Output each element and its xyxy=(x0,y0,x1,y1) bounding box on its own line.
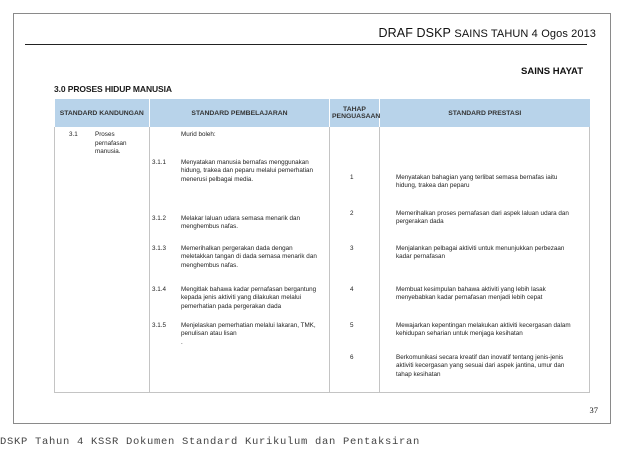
penguasaan-level: 2 xyxy=(350,210,354,217)
penguasaan-level: 3 xyxy=(350,245,354,252)
prestasi-text-line: Membuat kesimpulan bahawa aktiviti yang lebih lasak xyxy=(396,286,546,293)
prestasi-text-line: hidung, trakea dan peparu xyxy=(396,182,470,190)
footer-text: DSKP Tahun 4 KSSR Dokumen Standard Kurikulum dan Pentaksiran xyxy=(0,436,421,448)
pembelajaran-code: 3.1.3 xyxy=(152,245,167,252)
kandungan-title-1: Proses xyxy=(95,131,115,138)
prestasi-text-line: menyebabkan kadar pernafasan menjadi lebih cepat xyxy=(396,294,543,302)
pembelajaran-text-line: Melakar laluan udara semasa menarik dan xyxy=(181,215,301,222)
prestasi-text-line: Memerihalkan proses pernafasan dari aspek laluan udara dan xyxy=(396,210,569,217)
prestasi-cell xyxy=(380,127,590,393)
prestasi-text-line: kadar pernafasan xyxy=(396,253,446,261)
penguasaan-level: 6 xyxy=(350,354,354,361)
pembelajaran-text-line: menghembus nafas. xyxy=(181,261,239,269)
kandungan-title-2: pernafasan xyxy=(95,139,127,147)
header-kandungan: STANDARD KANDUNGAN xyxy=(55,99,150,127)
pembelajaran-text-line: hidung, trakea dan peparu melalui pemerhatian xyxy=(181,167,313,175)
pembelajaran-text-line: meletakkan tangan di dada semasa menarik dan xyxy=(181,253,317,261)
draft-header xyxy=(379,26,596,40)
prestasi-text-line: Menyatakan bahagian yang terlibat semasa bernafas iaitu xyxy=(396,174,558,181)
header-penguasaan: TAHAP PENGUASAAN xyxy=(330,99,380,127)
prestasi-text-line: Berkomunikasi secara kreatif dan inovatif tentang jenis-jenis xyxy=(396,354,564,361)
prestasi-text-line: pergerakan dada xyxy=(396,218,444,226)
pembelajaran-text-line: Menyatakan manusia bernafas menggunakan xyxy=(181,159,309,166)
kandungan-cell xyxy=(55,127,150,393)
kandungan-number: 3.1 xyxy=(69,131,78,138)
page-number: 37 xyxy=(589,405,598,415)
pembelajaran-text-line: Memerihalkan pergerakan dada dengan xyxy=(181,245,293,252)
header-pembelajaran: STANDARD PEMBELAJARAN xyxy=(150,99,330,127)
prestasi-text-line: Mewajarkan kepentingan melakukan aktiviti kecergasan dalam xyxy=(396,322,571,329)
penguasaan-level: 4 xyxy=(350,286,354,293)
section-title: 3.0 PROSES HIDUP MANUSIA xyxy=(54,84,172,94)
draft-middle: SAINS TAHUN 4 xyxy=(454,28,538,40)
pembelajaran-cell xyxy=(150,127,330,393)
header-rule xyxy=(25,44,587,45)
pembelajaran-text-line: menghembus nafas. xyxy=(181,223,239,231)
pembelajaran-text-line: . xyxy=(181,338,183,346)
kandungan-title-3: manusia. xyxy=(95,148,121,155)
pembelajaran-code: 3.1.4 xyxy=(152,286,167,293)
pembelajaran-text-line: kepada jenis aktiviti yang dilakukan melalui xyxy=(181,294,302,302)
standards-table xyxy=(54,99,590,393)
draft-prefix: DRAF DSKP xyxy=(378,26,451,40)
penguasaan-level: 1 xyxy=(350,174,354,181)
subject-label: SAINS HAYAT xyxy=(521,66,583,77)
draft-date: Ogos 2013 xyxy=(541,28,596,40)
pembelajaran-code: 3.1.5 xyxy=(152,322,167,329)
pembelajaran-text-line: menerusi pelbagai media. xyxy=(181,175,254,183)
prestasi-text-line: tahap kesihatan xyxy=(396,370,441,378)
prestasi-text-line: kehidupan seharian untuk menjaga kesihatan xyxy=(396,330,523,338)
pembelajaran-text-line: Mengitlak bahawa kadar pernafasan bergantung xyxy=(181,286,317,293)
pembelajaran-text-line: penulisan atau lisan xyxy=(181,330,237,338)
pembelajaran-text-line: pemerhatian pada pergerakan dada xyxy=(181,302,282,310)
pembelajaran-intro: Murid boleh: xyxy=(181,131,216,138)
pembelajaran-text-line: Menjelaskan pemerhatian melalui lakaran, TMK, xyxy=(181,322,316,329)
header-prestasi: STANDARD PRESTASI xyxy=(380,99,590,127)
prestasi-text-line: aktiviti kecergasan yang sesuai dari aspek jantina, umur dan xyxy=(396,362,565,370)
pembelajaran-code: 3.1.1 xyxy=(152,159,167,166)
penguasaan-cell xyxy=(330,127,380,393)
penguasaan-level: 5 xyxy=(350,322,354,329)
table-header-row xyxy=(55,99,590,127)
pembelajaran-code: 3.1.2 xyxy=(152,215,167,222)
table-row xyxy=(55,127,590,393)
prestasi-text-line: Menjalankan pelbagai aktiviti untuk menunjukkan perbezaan xyxy=(396,245,565,252)
